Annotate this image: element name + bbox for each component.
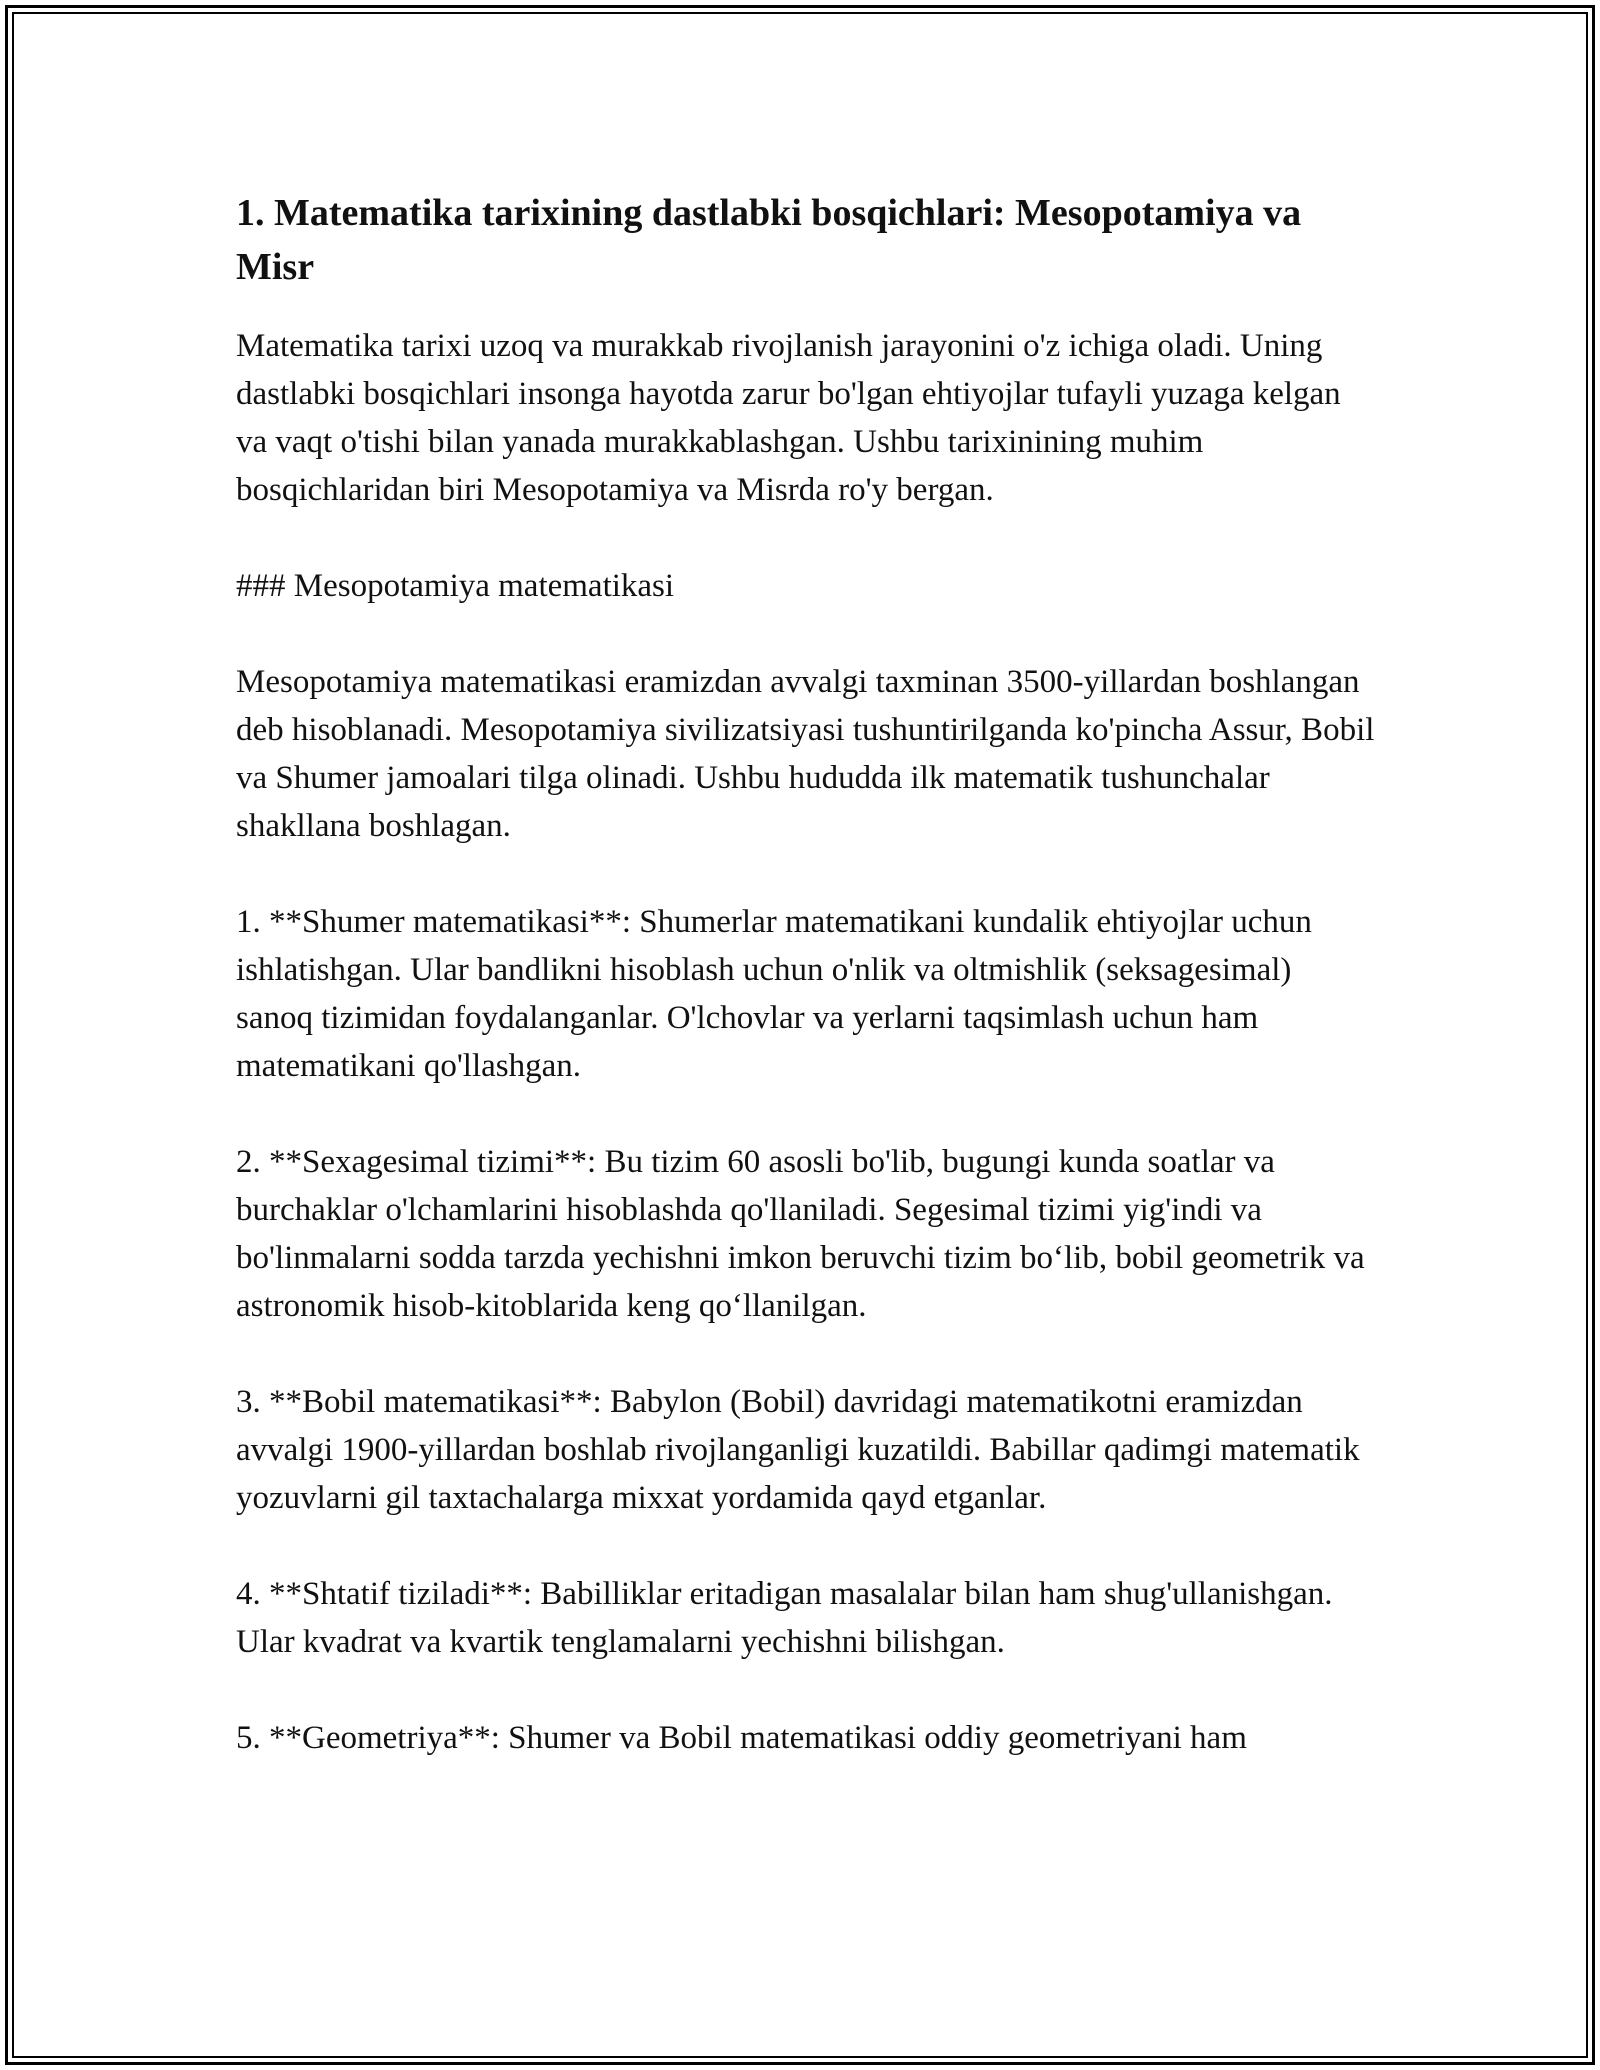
list-item-bobil: 3. **Bobil matematikasi**: Babylon (Bobil) davridagi matematikotni eramizdan avvalgi 1900-yillardan boshlab rivojlanganligi kuzatildi. Babillar qadimgi matematik yozuvlarni gil taxtachalarga mixxat yordamida qayd etganlar. [236,1384,1360,1516]
document-title: 1. Matematika tarixining dastlabki bosqichlari: Mesopotamiya va Misr [236,192,1302,288]
list-item-shumer: 1. **Shumer matematikasi**: Shumerlar matematikani kundalik ehtiyojlar uchun ishlatishgan. Ular bandlikni hisoblash uchun o'nlik va oltmishlik (seksagesimal) sanoq tizimidan foydalanganlar. O'lchovlar va yerlarni taqsimlash uchun ham matematikani qo'llashgan. [236,904,1312,1084]
list-item-geometriya: 5. **Geometriya**: Shumer va Bobil matematikasi oddiy geometriyani ham [236,1720,1247,1756]
section-heading: ### Mesopotamiya matematikasi [236,568,675,604]
list-item-sexagesimal: 2. **Sexagesimal tizimi**: Bu tizim 60 asosli bo'lib, bugungi kunda soatlar va burchaklar o'lchamlarini hisoblashda qo'llaniladi. Segesimal tizimi yig'indi va bo'linmalarni sodda tarzda yechishni imkon beruvchi tizim bo‘lib, bobil geometrik va astronomik hisob-kitoblarida keng qo‘llanilgan. [236,1144,1365,1324]
section-intro-paragraph: Mesopotamiya matematikasi eramizdan avvalgi taxminan 3500-yillardan boshlangan deb hisoblanadi. Mesopotamiya sivilizatsiyasi tushuntirilganda ko'pincha Assur, Bobil va Shumer jamoalari tilga olinadi. Ushbu hududda ilk matematik tushunchalar shakllana boshlagan. [236,664,1375,844]
document-body [236,186,1376,1762]
list-item-shtatif: 4. **Shtatif tiziladi**: Babilliklar eritadigan masalalar bilan ham shug'ullanishgan. Ular kvadrat va kvartik tenglamalarni yechishni bilishgan. [236,1576,1333,1660]
intro-paragraph: Matematika tarixi uzoq va murakkab rivojlanish jarayonini o'z ichiga oladi. Uning dastlabki bosqichlari insonga hayotda zarur bo'lgan ehtiyojlar tufayli yuzaga kelgan va vaqt o'tishi bilan yanada murakkablashgan. Ushbu tarixinining muhim bosqichlaridan biri Mesopotamiya va Misrda ro'y bergan. [236,328,1341,508]
